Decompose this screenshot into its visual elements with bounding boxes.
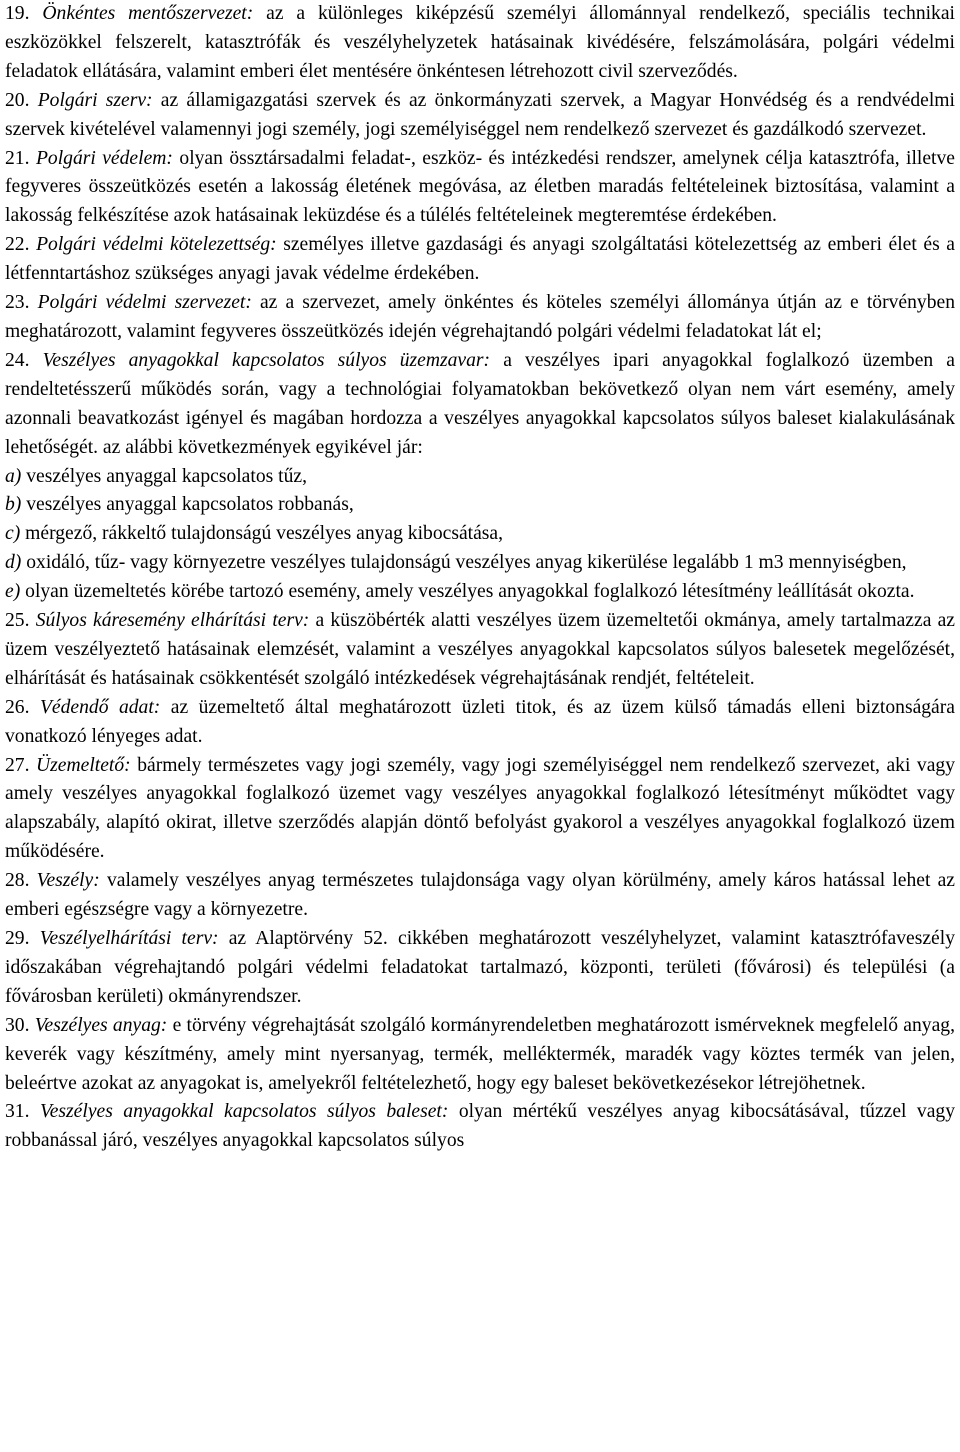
entry-term: Veszélyes anyagokkal kapcsolatos súlyos üzemzavar: xyxy=(42,349,491,371)
definition-entry-23 xyxy=(5,289,955,347)
entry-number: 20. xyxy=(5,89,30,111)
list-item-label: d) xyxy=(5,552,22,574)
list-item-text: veszélyes anyaggal kapcsolatos tűz, xyxy=(26,465,307,487)
entry-number: 22. xyxy=(5,234,30,256)
entry-body: személyes illetve gazdasági és anyagi szolgáltatási kötelezettség az emberi élet és a létfenntartáshoz szükséges anyagi javak védelme érdekében. xyxy=(5,234,955,285)
entry-body: olyan össztársadalmi feladat-, eszköz- és intézkedési rendszer, amelynek célja katasztrófa, illetve fegyveres összeütközés esetén a lakosság életének megóvása, az életben maradás feltételeinek biztosítása, valamint a lakosság felkészítése azok hatásainak leküzdése és a túlélés feltételeinek megteremtése érdekében. xyxy=(5,147,955,227)
entry-number: 19. xyxy=(5,3,30,24)
entry-body: az a szervezet, amely önkéntes és köteles személyi állománya útján az e törvényben meghatározott, valamint fegyveres összeütközés idején végrehajtandó polgári védelmi feladatokat lát el; xyxy=(5,292,955,342)
entry-number: 28. xyxy=(5,870,30,892)
entry-number: 30. xyxy=(5,1014,30,1036)
definition-entry-31 xyxy=(5,1098,955,1156)
document-page xyxy=(5,0,955,1156)
list-item-label: a) xyxy=(5,465,22,487)
entry-body: bármely természetes vagy jogi személy, vagy jogi személyiséggel nem rendelkező szervezet, aki vagy amely veszélyes anyagokkal foglalkozó üzemet vagy veszélyes anyagokkal foglalkozó létesítményt működtet vagy alapszabály, alapító okirat, illetve szerződés alapján döntő befolyást gyakorol a veszélyes anyagokkal foglalkozó üzem működésére. xyxy=(5,754,955,863)
entry-term: Üzemeltető: xyxy=(36,754,131,776)
definition-entry-28 xyxy=(5,867,955,925)
entry-term: Veszélyes anyag: xyxy=(34,1014,168,1036)
definition-entry-25 xyxy=(5,607,955,694)
entry-number: 23. xyxy=(5,292,30,314)
entry-term: Polgári védelmi kötelezettség: xyxy=(36,234,277,256)
entry-number: 29. xyxy=(5,928,30,949)
entry-term: Veszélyelhárítási terv: xyxy=(39,928,219,949)
entry-body: a veszélyes ipari anyagokkal foglalkozó üzemben a rendeltetésszerű működés során, vagy a technológiai folyamatokban bekövetkező olyan nem várt esemény, amely azonnali beavatkozást igényel és magában hordozza a veszélyes anyagokkal kapcsolatos súlyos baleset kialakulásának lehetőségét. az alábbi következmények egyikével jár: xyxy=(5,349,955,458)
entry-body: az üzemeltető által meghatározott üzleti titok, és az üzem külső támadás elleni biztonságára vonatkozó lényeges adat. xyxy=(5,696,955,747)
entry-term: Veszélyes anyagokkal kapcsolatos súlyos baleset: xyxy=(39,1101,449,1123)
list-item-d xyxy=(5,549,955,578)
definition-entry-30 xyxy=(5,1012,955,1099)
list-item-text: veszélyes anyaggal kapcsolatos robbanás, xyxy=(26,494,354,516)
list-item-text: mérgező, rákkeltő tulajdonságú veszélyes anyag kibocsátása, xyxy=(25,523,504,545)
entry-term: Súlyos káresemény elhárítási terv: xyxy=(35,610,310,632)
list-item-c xyxy=(5,520,955,549)
entry-body: az államigazgatási szervek és az önkormányzati szervek, a Magyar Honvédség és a rendvédelmi szervek kivételével valamennyi jogi személy, jogi személyiséggel nem rendelkező szervezet és gazdálkodó szervezet. xyxy=(5,89,955,140)
entry-term: Polgári szerv: xyxy=(37,89,153,111)
entry-body: a küszöbérték alatti veszélyes üzem üzemeltetői okmánya, amely tartalmazza az üzem veszélyeztető hatásainak elemzését, valamint a veszélyes anyagokkal kapcsolatos súlyos balesetek megelőzését, elhárítását és hatásainak csökkentését szolgáló intézkedések végrehajtásának rendjét, feltételeit. xyxy=(5,610,955,689)
entry-number: 26. xyxy=(5,696,30,718)
entry-number: 27. xyxy=(5,754,30,776)
entry-number: 31. xyxy=(5,1101,30,1123)
definition-entry-29 xyxy=(5,925,955,1012)
list-item-b xyxy=(5,491,955,520)
definition-entry-24 xyxy=(5,347,955,463)
entry-term: Polgári védelem: xyxy=(35,147,173,169)
entry-body: e törvény végrehajtását szolgáló kormányrendeletben meghatározott ismérveknek megfelelő anyag, keverék vagy készítmény, amely mint nyersanyag, termék, melléktermék, maradék vagy köztes termék van jelen, beleértve azokat az anyagokat is, amelyekről feltételezhető, hogy egy baleset bekövetkezésekor létrejöhetnek. xyxy=(5,1014,955,1094)
entry-body: olyan mértékű veszélyes anyag kibocsátásával, tűzzel vagy robbanással járó, veszélyes anyagokkal kapcsolatos súlyos xyxy=(5,1101,955,1152)
list-item-label: c) xyxy=(5,523,21,545)
definitions-list-continued xyxy=(5,607,955,1156)
definition-entry-19 xyxy=(5,0,955,87)
definition-entry-26 xyxy=(5,694,955,752)
definition-entry-21 xyxy=(5,145,955,232)
entry-body: az a különleges kiképzésű személyi állománnyal rendelkező, speciális technikai eszközökkel felszerelt, katasztrófák és veszélyhelyzetek hatásainak kivédésére, felszámolására, polgári védelmi feladatok ellátására, valamint emberi élet mentésére önkéntesen létrehozott civil szerveződés. xyxy=(5,3,955,82)
entry-term: Önkéntes mentőszervezet: xyxy=(42,3,254,24)
entry-term: Védendő adat: xyxy=(39,696,161,718)
list-item-label: e) xyxy=(5,581,21,603)
entry-body: az Alaptörvény 52. cikkében meghatározott veszélyhelyzet, valamint katasztrófaveszély időszakában végrehajtandó polgári védelmi feladatokat tartalmazó, központi, területi (fővárosi) és települési (a fővárosban kerületi) okmányrendszer. xyxy=(5,928,955,1007)
consequences-list xyxy=(5,463,955,608)
list-item-text: oxidáló, tűz- vagy környezetre veszélyes tulajdonságú veszélyes anyag kikerülése legalább 1 m3 mennyiségben, xyxy=(26,552,907,574)
list-item-label: b) xyxy=(5,494,22,516)
list-item-a xyxy=(5,463,955,492)
entry-number: 21. xyxy=(5,147,30,169)
list-item-text: olyan üzemeltetés körébe tartozó esemény, amely veszélyes anyagokkal foglalkozó létesítmény leállítását okozta. xyxy=(25,581,915,603)
definitions-list xyxy=(5,0,955,463)
entry-number: 25. xyxy=(5,610,30,632)
list-item-e xyxy=(5,578,955,607)
definition-entry-22 xyxy=(5,231,955,289)
definition-entry-27 xyxy=(5,752,955,868)
entry-number: 24. xyxy=(5,349,30,371)
entry-term: Veszély: xyxy=(36,870,100,892)
entry-term: Polgári védelmi szervezet: xyxy=(37,292,252,314)
definition-entry-20 xyxy=(5,87,955,145)
entry-body: valamely veszélyes anyag természetes tulajdonsága vagy olyan körülmény, amely káros hatással lehet az emberi egészségre vagy a környezetre. xyxy=(5,870,955,921)
